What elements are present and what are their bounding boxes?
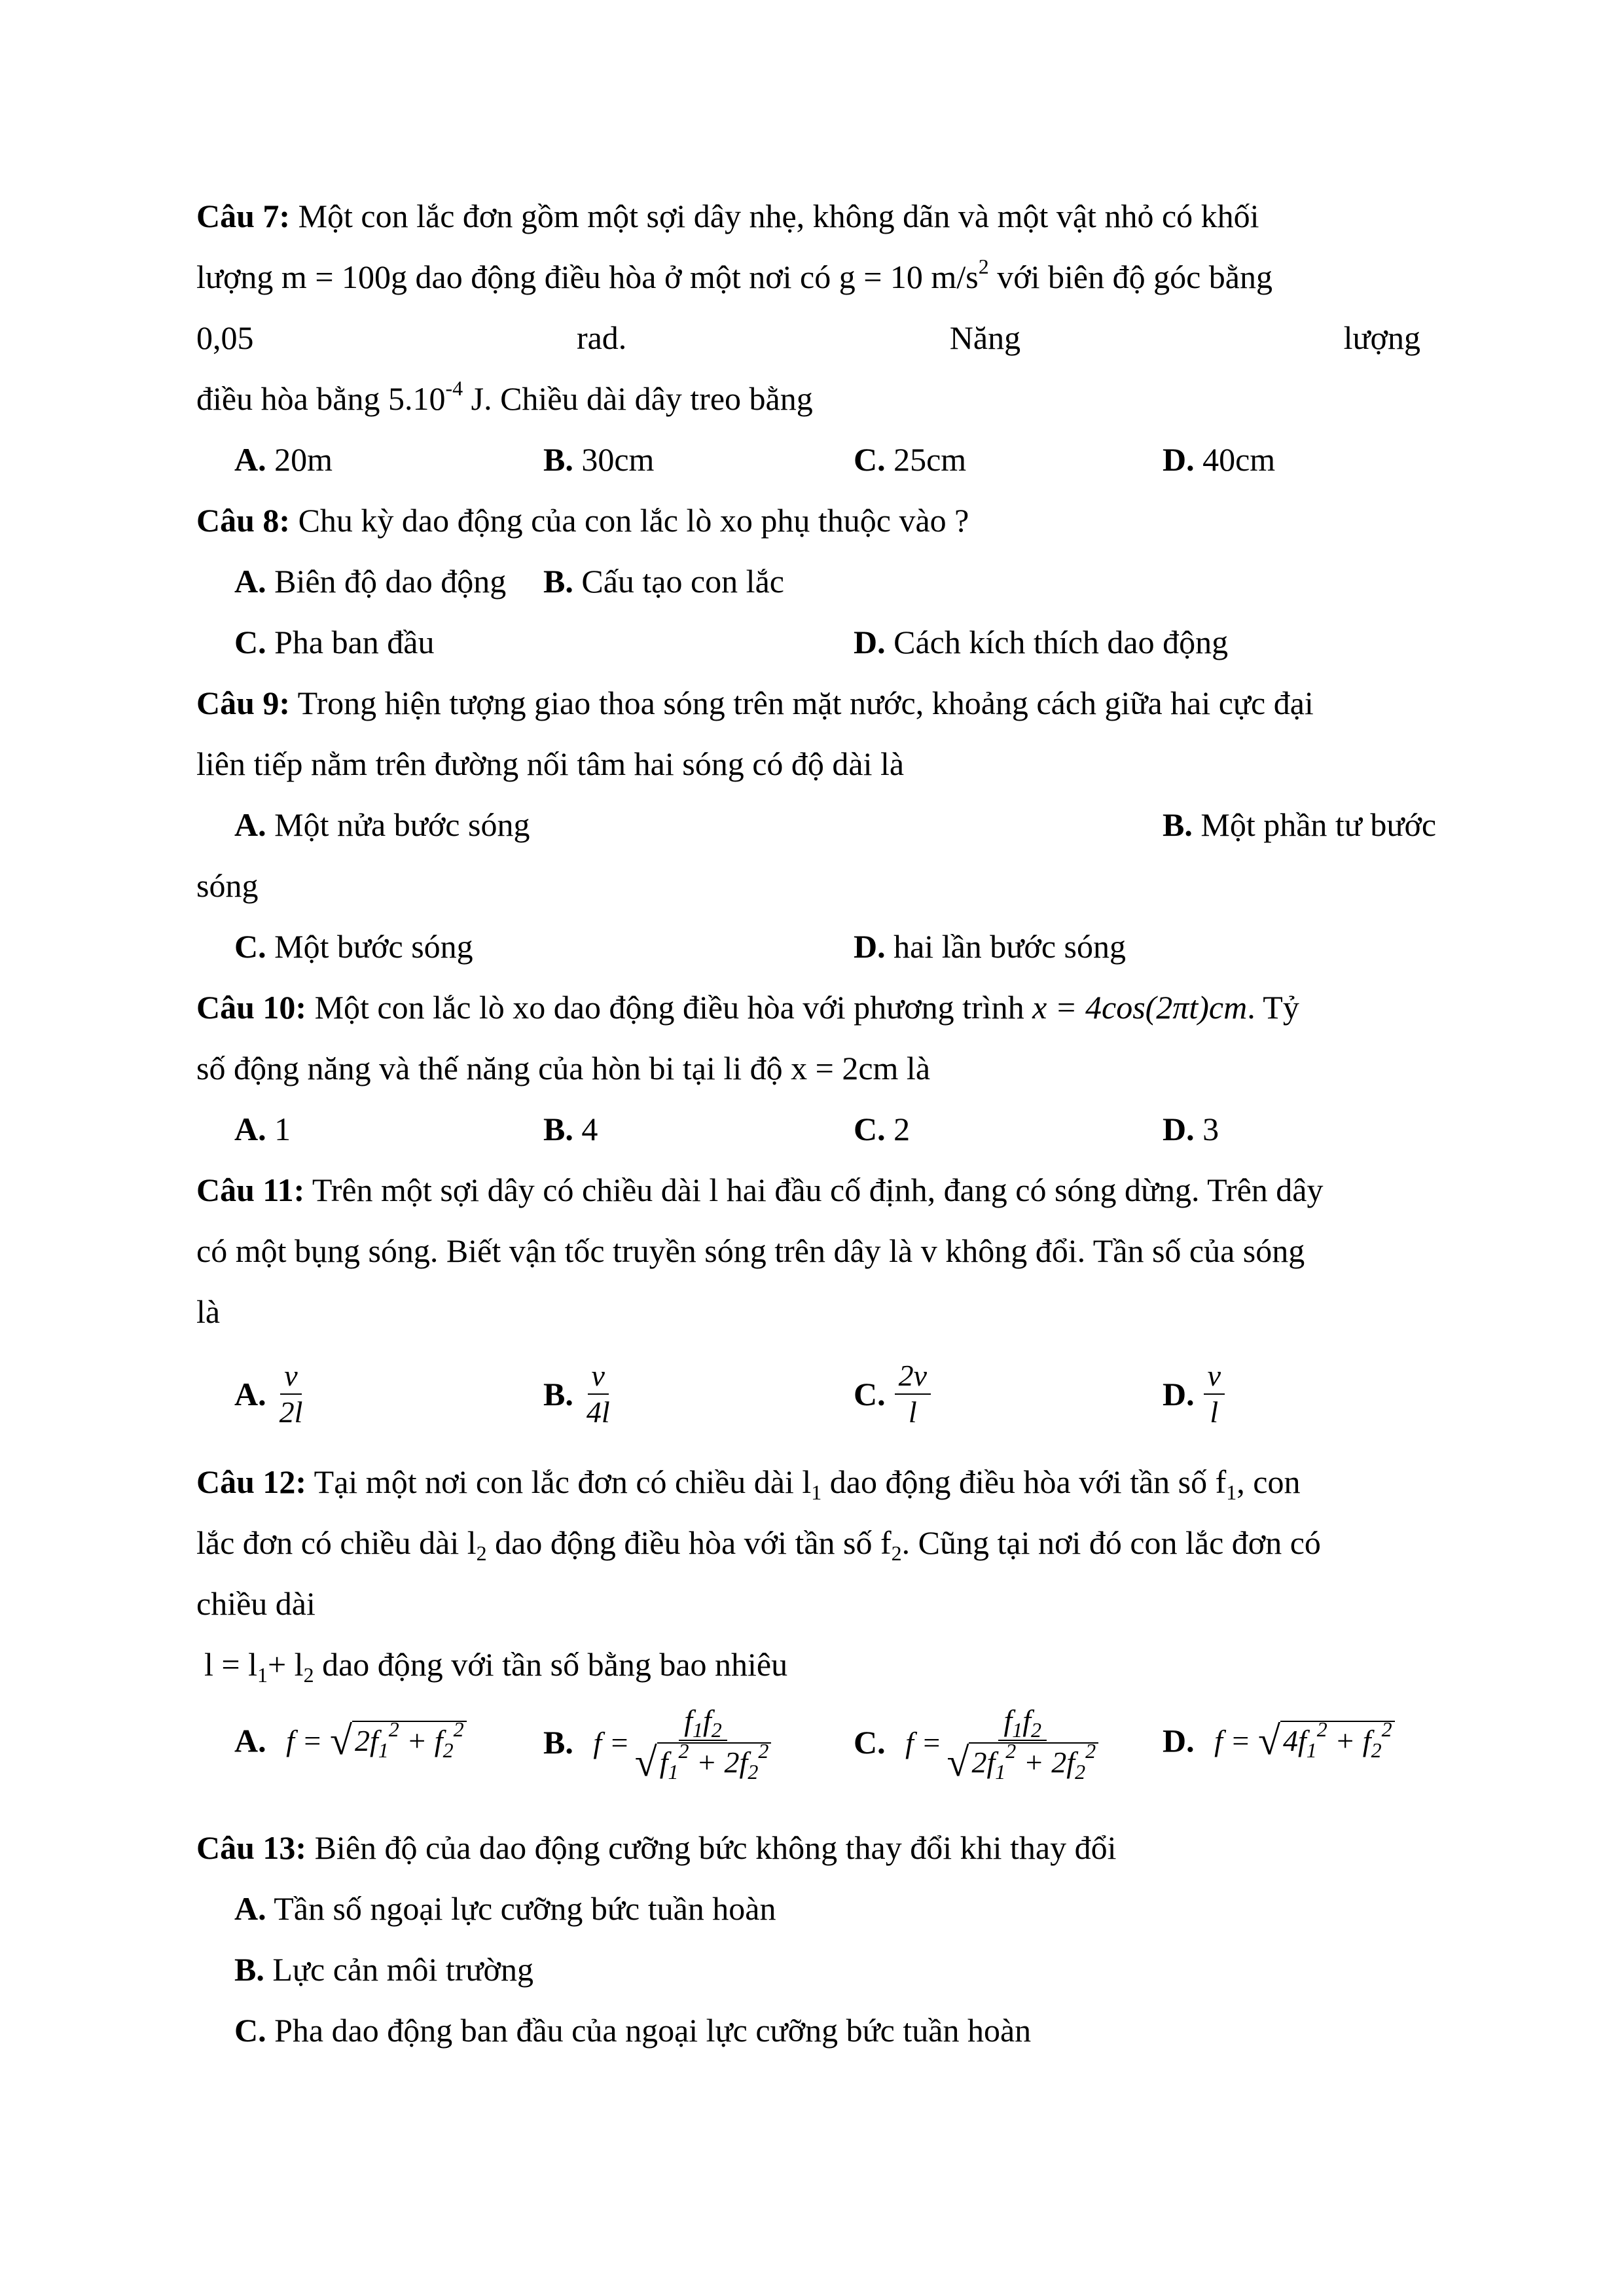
q12-option-a[interactable] [234,1718,467,1761]
q9-option-a[interactable] [234,805,530,844]
option-fraction [276,1358,307,1430]
q10-text-1a: Một con lắc lò xo dao động điều hòa với phương trình [306,989,1033,1026]
option-key: C. [854,1376,886,1412]
option-key: B. [543,1724,573,1761]
option-key: B. [1163,806,1193,843]
option-key: A. [234,441,266,478]
subscript-2: 2 [303,1663,314,1687]
option-text: 4 [573,1111,598,1147]
option-key: A. [234,1376,266,1412]
fraction-denominator: l [908,1395,917,1429]
q7-text-4a: điều hòa bằng 5.10 [196,380,446,417]
q12-line3 [196,1584,1420,1623]
fraction-numerator: 2v [895,1358,931,1395]
q11-option-a[interactable] [234,1358,306,1430]
q11-option-b[interactable] [543,1358,614,1430]
q12-text-1a: Tại một nơi con lắc đơn có chiều dài l [306,1463,812,1500]
q13-option-b[interactable] [234,1950,533,1989]
option-text: Tần số ngoại lực cưỡng bức tuần hoàn [266,1890,776,1927]
q7-word: lượng [1343,319,1420,356]
q8-option-b[interactable] [543,562,784,601]
q10-line2 [196,1049,1420,1088]
q8-option-a[interactable] [234,562,506,601]
q7-line3 [196,318,1420,357]
option-key: D. [854,624,886,660]
q12-text-2a: lắc đơn có chiều dài l [196,1524,477,1561]
q11-line3 [196,1292,1420,1331]
q12-line1 [196,1462,1420,1504]
option-text: Lực cản môi trường [264,1951,533,1988]
formula-fraction: $f_1f_2$ √ $2f_1^2 + 2f_2^2$ [947,1702,1098,1783]
option-key: C. [854,1111,886,1147]
fraction-numerator: v [588,1358,609,1395]
option-text: Cấu tạo con lắc [573,563,784,600]
q10-line1 [196,988,1420,1027]
q12-option-c[interactable] [854,1702,1098,1783]
fraction-numerator: v [280,1358,301,1395]
option-key: C. [854,441,886,478]
option-key: B. [543,1111,573,1147]
subscript-1: 1 [1226,1480,1237,1504]
q9-text-2: liên tiếp nằm trên đường nối tâm hai sóng có độ dài là [196,745,905,782]
q13-label: Câu 13: [196,1829,307,1866]
q10-text-1b: . Tỷ [1247,989,1299,1026]
option-text: Pha ban đầu [266,624,435,660]
option-key: A. [234,1111,266,1147]
formula: f = $f_1f_2$ √ $f_1^2 + 2f_2^2$ [593,1702,771,1783]
q11-option-d[interactable] [1163,1358,1225,1430]
q7-option-c[interactable] [854,440,966,479]
option-key: B. [543,1376,573,1412]
q12-text-4a: l = l [204,1646,257,1683]
q13-option-a[interactable] [234,1889,776,1928]
option-text: 2 [885,1111,911,1147]
q11-text-1: Trên một sợi dây có chiều dài l hai đầu cố định, đang có sóng dừng. Trên dây [304,1172,1324,1208]
q9-wrap-text: sóng [196,867,259,904]
q7-line1 [196,196,1420,236]
option-text: Cách kích thích dao động [885,624,1229,660]
option-fraction [1204,1358,1225,1430]
subscript-1: 1 [257,1663,268,1687]
q10-option-d[interactable] [1163,1109,1219,1149]
q7-label: Câu 7: [196,198,291,234]
q11-line2 [196,1231,1420,1270]
sqrt-icon: √ $4f_1^2 + f_2^2$ [1258,1721,1395,1761]
option-key: C. [234,928,266,965]
q9-option-c[interactable] [234,927,473,966]
option-key: A. [234,1890,266,1927]
q10-option-b[interactable] [543,1109,598,1149]
formula: f = √ $2f_1^2 + f_2^2$ [286,1721,466,1761]
subscript-2: 2 [891,1541,902,1565]
option-key: D. [1163,1722,1195,1759]
q7-text-1: Một con lắc đơn gồm một sợi dây nhẹ, không dãn và một vật nhỏ có khối [290,198,1259,234]
formula: f = $f_1f_2$ √ $2f_1^2 + 2f_2^2$ [905,1702,1098,1783]
option-fraction [895,1358,931,1430]
q8-label: Câu 8: [196,502,291,539]
option-key: D. [1163,1376,1195,1412]
option-key: A. [234,563,266,600]
q9-line1 [196,683,1420,723]
fraction-denominator: 2l [279,1395,303,1429]
q11-text-2: có một bụng sóng. Biết vận tốc truyền sóng trên dây là v không đổi. Tần số của sóng [196,1232,1305,1269]
option-key: C. [234,624,266,660]
q12-text-4b: + l [267,1646,304,1683]
q12-text-2b: dao động điều hòa với tần số f [486,1524,892,1561]
q12-label: Câu 12: [196,1463,307,1500]
q12-option-b[interactable] [543,1702,771,1783]
q11-label: Câu 11: [196,1172,305,1208]
option-key: B. [543,441,573,478]
q7-line4 [196,376,1420,418]
option-text: 25cm [885,441,967,478]
q12-text-3: chiều dài [196,1585,316,1622]
q7-option-d[interactable] [1163,440,1275,479]
q9-text-1: Trong hiện tượng giao thoa sóng trên mặt nước, khoảng cách giữa hai cực đại [290,685,1314,721]
q12-text-1b: dao động điều hòa với tần số f [821,1463,1227,1500]
q11-line1 [196,1170,1420,1210]
q11-option-c[interactable] [854,1358,931,1430]
option-key: B. [234,1951,264,1988]
fraction-numerator: v [1204,1358,1225,1395]
q8-line1 [196,501,1420,540]
option-text: Một bước sóng [266,928,473,965]
q9-label: Câu 9: [196,685,291,721]
formula-fraction: $f_1f_2$ √ $f_1^2 + 2f_2^2$ [635,1702,772,1783]
option-key: A. [234,806,266,843]
option-text: 30cm [573,441,655,478]
q9-line2 [196,744,1420,783]
option-text: 20m [266,441,333,478]
q7-word: Năng [949,319,1021,356]
option-text: Một nửa bước sóng [266,806,530,843]
option-text: hai lần bước sóng [885,928,1126,965]
q10-text-2: số động năng và thế năng của hòn bi tại li độ x = 2cm là [196,1050,931,1086]
option-key: D. [1163,441,1195,478]
option-text: 3 [1194,1111,1219,1147]
q7-sup-4: -4 [445,376,463,400]
option-key: C. [854,1724,886,1761]
fraction-denominator: 4l [586,1395,610,1429]
q11-text-3: là [196,1293,221,1330]
q12-line4 [204,1645,1428,1687]
option-key: A. [234,1722,266,1759]
q12-text-4c: dao động với tần số bằng bao nhiêu [314,1646,788,1683]
option-fraction [583,1358,614,1430]
subscript-2: 2 [476,1541,487,1565]
q7-line2 [196,257,1420,296]
option-key: D. [854,928,886,965]
q7-word: rad. [576,319,627,356]
q7-text-2a: lượng m = 100g dao động điều hòa ở một nơi có g = 10 m/s [196,259,979,295]
q12-line2 [196,1523,1420,1565]
q12-text-2c: . Cũng tại nơi đó con lắc đơn có [901,1524,1321,1561]
option-key: B. [543,563,573,600]
fraction-denominator: l [1210,1395,1219,1429]
sqrt-icon: √ $f_1^2 + 2f_2^2$ [635,1742,772,1783]
formula: f = √ $4f_1^2 + f_2^2$ [1214,1721,1394,1761]
option-text: Pha dao động ban đầu của ngoại lực cưỡng bức tuần hoàn [266,2012,1032,2049]
q13-text: Biên độ của dao động cưỡng bức không thay đổi khi thay đổi [306,1829,1117,1866]
option-text: Biên độ dao động [266,563,507,600]
q7-text-2b: với biên độ góc bằng [988,259,1272,295]
option-text: Một phần tư bước [1192,806,1437,843]
q12-text-1c: , con [1236,1463,1301,1500]
q10-option-c[interactable] [854,1109,910,1149]
q8-option-d[interactable] [854,622,1228,662]
q7-option-b[interactable] [543,440,654,479]
option-key: C. [234,2012,266,2049]
q12-option-d[interactable] [1163,1718,1395,1761]
q7-option-a[interactable] [234,440,333,479]
sqrt-icon: √ $2f_1^2 + f_2^2$ [330,1721,467,1761]
subscript-1: 1 [811,1480,822,1504]
q10-option-a[interactable] [234,1109,291,1149]
q9-option-d[interactable] [854,927,1126,966]
q10-label: Câu 10: [196,989,307,1026]
q7-sup-2: 2 [978,255,989,278]
q13-option-c[interactable] [234,2011,1031,2050]
q9-option-b[interactable] [1163,805,1436,844]
option-key: D. [1163,1111,1195,1147]
q13-line1 [196,1828,1420,1867]
q7-text-4b: J. Chiều dài dây treo bằng [463,380,813,417]
sqrt-icon: √ $2f_1^2 + 2f_2^2$ [947,1742,1098,1783]
q8-text: Chu kỳ dao động của con lắc lò xo phụ thuộc vào ? [290,502,969,539]
option-text: 40cm [1194,441,1276,478]
option-text: 1 [266,1111,291,1147]
q7-word: 0,05 [196,319,254,356]
q9-wrap-line [196,866,1420,905]
q10-equation: x = 4cos(2πt)cm [1032,989,1248,1026]
q8-option-c[interactable] [234,622,435,662]
